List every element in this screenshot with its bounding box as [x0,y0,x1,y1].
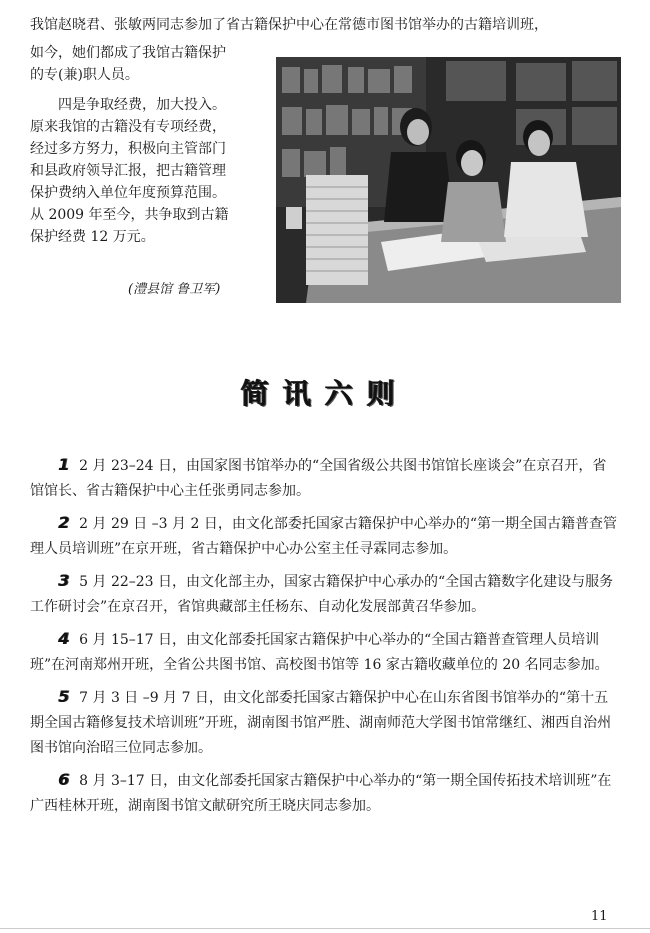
author-signature: (澧县馆 鲁卫军) [128,282,221,297]
news-item [30,452,620,504]
item-text: 2 月 29 日 –3 月 2 日，由文化部委托国家古籍保护中心举办的“第一期全国古籍普查管理人员培训班”在京开班，省古籍保护中心办公室主任寻霖同志参加。 [30,516,617,557]
funding-paragraph [30,94,265,248]
item-text: 7 月 3 日 –9 月 7 日，由文化部委托国家古籍保护中心在山东省图书馆举办的“第十五期全国古籍修复技术培训班”开班，湖南图书馆严胜、湖南师范大学图书馆常继红、湘西自治州图书馆向治昭三位同志参加。 [30,690,612,756]
bottom-divider [0,928,650,929]
news-item [30,510,620,562]
item-text: 6 月 15–17 日，由文化部委托国家古籍保护中心举办的“全国古籍普查管理人员培训班”在河南郑州开班，全省公共图书馆、高校图书馆等 16 家古籍收藏单位的 20 名同志参加。 [30,632,609,673]
news-item [30,684,620,761]
section-title: 简讯六则 [240,377,409,410]
news-item [30,568,620,620]
funding-line: 从 2009 年至今，共争取到古籍 [30,207,229,223]
funding-line: 四是争取经费，加大投入。 [58,97,226,113]
funding-line: 和县政府领导汇报，把古籍管理 [30,163,226,179]
item-number: 1 [58,455,70,474]
item-number: 2 [58,513,70,532]
funding-line: 保护经费 12 万元。 [30,229,155,245]
item-number: 5 [58,687,70,706]
funding-line: 原来我馆的古籍没有专项经费， [30,119,226,135]
page-number: 11 [591,909,608,924]
photo-staff-at-work [276,57,621,303]
item-text: 2 月 23–24 日，由国家图书馆举办的“全国省级公共图书馆馆长座谈会”在京召开，省馆馆长、省古籍保护中心主任张勇同志参加。 [30,458,607,499]
news-item [30,626,620,678]
funding-line: 经过多方努力，积极向主管部门 [30,141,226,157]
item-number: 6 [58,770,70,789]
funding-line: 保护费纳入单位年度预算范围。 [30,185,226,201]
item-number: 4 [58,629,70,648]
item-text: 5 月 22–23 日，由文化部主办，国家古籍保护中心承办的“全国古籍数字化建设与服务工作研讨会”在京召开，省馆典藏部主任杨东、自动化发展部黄召华参加。 [30,574,614,615]
intro-line-3: 的专(兼)职人员。 [30,67,139,83]
news-list [30,452,620,825]
item-text: 8 月 3–17 日，由文化部委托国家古籍保护中心举办的“第一期全国传拓技术培训班”在广西桂林开班，湖南图书馆文献研究所王晓庆同志参加。 [30,773,612,814]
intro-line-1: 我馆赵晓君、张敏两同志参加了省古籍保护中心在常德市图书馆举办的古籍培训班， [30,17,548,33]
item-number: 3 [58,571,70,590]
news-item [30,767,620,819]
intro-line-2: 如今，她们都成了我馆古籍保护 [30,45,226,61]
photo-illustration [276,57,621,303]
